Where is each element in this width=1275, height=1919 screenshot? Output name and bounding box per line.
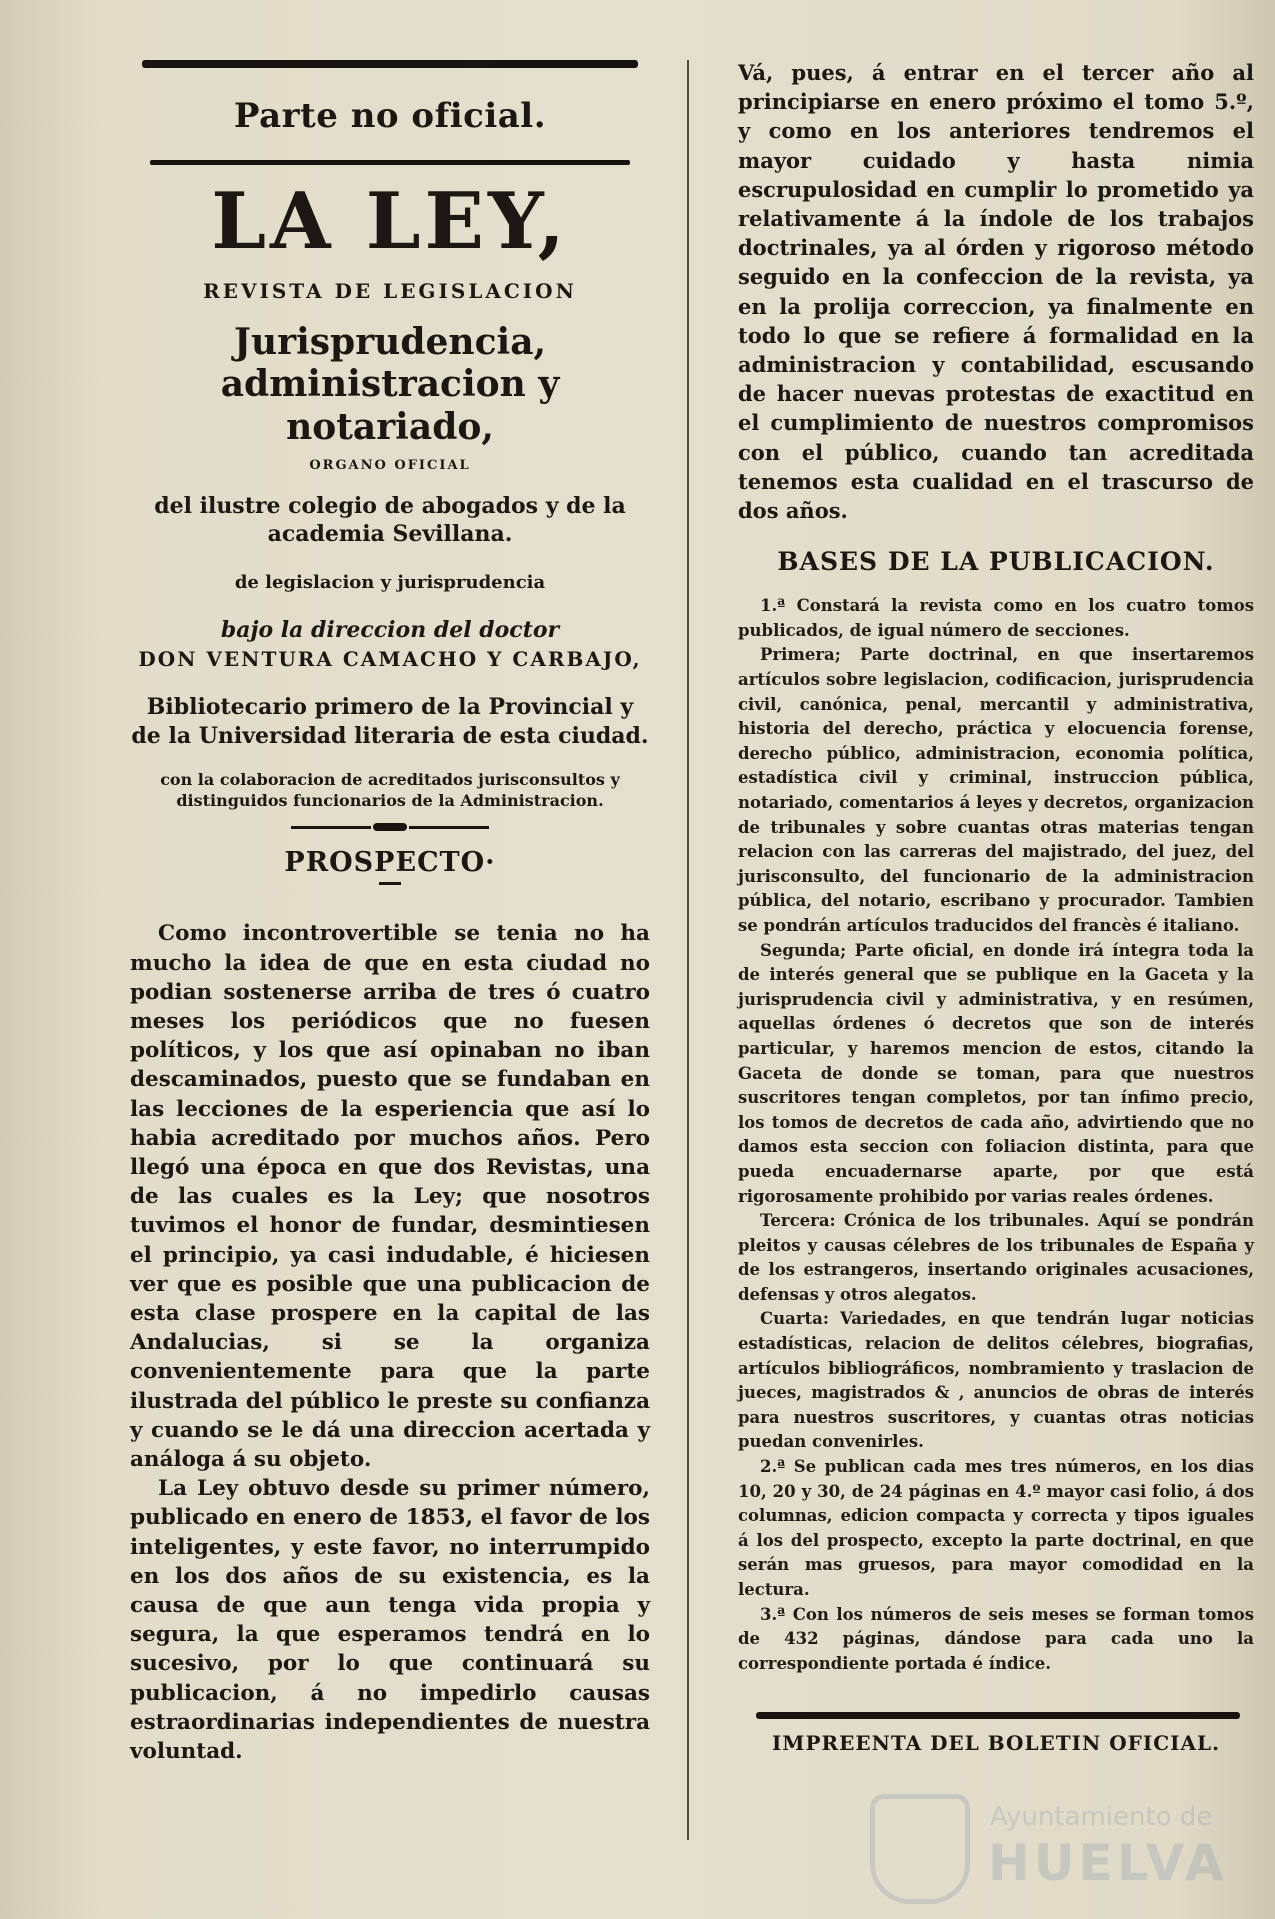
bottom-rule xyxy=(756,1712,1240,1719)
intro-paragraph: Vá, pues, á entrar en el tercer año al principiarse en enero próximo el tomo 5.º, y como en los anteriores tendremos el mayor cuidado y hasta nimia escrupulosidad en cumplir lo prometido ya relativamente á la índole de los trabajos doctrinales, ya al órden y rigoroso método seguido en la confeccion de la revista, ya en la prolija correccion, ya finalmente en todo lo que se refiere á formalidad en la administracion y contabilidad, escusando de hacer nuevas protestas de exactitud en el cumplimiento de nuestros compromisos con el público, cuando tan acreditada tenemos esta cualidad en el trascurso de dos años. xyxy=(738,60,1254,524)
prospecto-heading: PROSPECTO· xyxy=(284,847,496,879)
left-column xyxy=(130,60,650,1766)
organo-oficial: ORGANO OFICIAL xyxy=(309,458,471,474)
bibliotecario-line: Bibliotecario primero de la Provincial y de la Universidad literaria de esta ciudad. xyxy=(131,694,649,749)
column-divider xyxy=(687,60,689,1840)
prospecto-paragraph: La Ley obtuvo desde su primer número, publicado en enero de 1853, el favor de los inteligentes, y este favor, no interrumpido en los dos años de su existencia, es la causa de que aun tenga vida propia y segura, la que esperamos tendrá en lo sucesivo, por lo que continuará su publicacion, á no impedirlo causas estraordinarias independientes de nuestra voluntad. xyxy=(130,1476,650,1764)
bases-item: 1.ª Constará la revista como en los cuatro tomos publicados, de igual número de secciones. xyxy=(738,596,1254,640)
top-rule xyxy=(142,60,638,68)
watermark-line1: Ayuntamiento de xyxy=(990,1802,1213,1832)
section-heading: Parte no oficial. xyxy=(233,96,547,136)
director-name: DON VENTURA CAMACHO Y CARBAJO, xyxy=(138,647,642,672)
ornament-divider xyxy=(130,823,650,831)
bases-item: Cuarta: Variedades, en que tendrán lugar noticias estadísticas, relacion de delitos célebres, biografias, artículos bibliográficos, nombramiento y traslacion de jueces, magistrados & , anuncios de obras de interés para nuestros suscritores, y cuantas otras noticias puedan convenirles. xyxy=(738,1309,1254,1452)
masthead-title: LA LEY, xyxy=(211,176,569,267)
watermark xyxy=(870,1790,1250,1900)
bases-item: Primera; Parte doctrinal, en que insertaremos artículos sobre legislacion, codificacion, jurisprudencia civil, canónica, penal, mercantil y administrativa, historia del derecho, práctica y elocuencia forense, derecho público, administracion, economia política, estadística civil y criminal, instruccion pública, notariado, comentarios á leyes y decretos, organizacion de tribunales y sobre cuantas otras materias tengan relacion con las carreras del majistrado, del juez, del jurisconsulto, del funcionario de la administracion pública, del notario, escribano y procurador. Tambien se pondrán artículos traducidos del francès é italiano. xyxy=(738,645,1254,935)
colegio-line: del ilustre colegio de abogados y de la academia Sevillana. xyxy=(154,493,626,547)
imprenta-footer: IMPREENTA DEL BOLETIN OFICIAL. xyxy=(771,1731,1221,1756)
bases-item: 2.ª Se publican cada mes tres números, en los dias 10, 20 y 30, de 24 páginas en 4.º mayor casi folio, á dos columnas, edicion compacta y correcta y tipos iguales á los del prospecto, excepto la parte doctrinal, en que serán mas gruesos, para mayor comodidad en la lectura. xyxy=(738,1457,1254,1599)
short-dash xyxy=(379,882,401,885)
prospecto-paragraph: Como incontrovertible se tenia no ha mucho la idea de que en esta ciudad no podian sostenerse arriba de tres ó cuatro meses los periódicos que no fuesen políticos, y los que así opinaban no iban descaminados, puesto que se fundaban en las lecciones de la esperiencia que así lo habia acreditado por muchos años. Pero llegó una época en que dos Revistas, una de las cuales es la Ley; que nosotros tuvimos el honor de fundar, desmintiesen el principio, ya casi indudable, é hiciesen ver que es posible que una publicacion de esta clase prospere en la capital de las Andalucias, si se la organiza convenientemente para que la parte ilustrada del público le preste su confianza y cuando se le dá una direccion acertada y análoga á su objeto. xyxy=(130,921,650,1472)
separator-rule xyxy=(150,160,630,165)
bases-item: Tercera: Crónica de los tribunales. Aquí se pondrán pleitos y causas célebres de los tribunales de España y de los estrangeros, insertando originales acusaciones, defensas y otros alegatos. xyxy=(738,1211,1254,1304)
coat-of-arms-icon xyxy=(870,1794,970,1904)
bases-heading: BASES DE LA PUBLICACION. xyxy=(777,547,1215,577)
masthead-jurisprudencia: Jurisprudencia, administracion y notariado, xyxy=(220,321,560,448)
bases-item: Segunda; Parte oficial, en donde irá íntegra toda la de interés general que se publique en la Gaceta y la jurisprudencia civil y administrativa, y en resúmen, aquellas órdenes ó decretos que son de interés particular, y haremos mencion de estos, citando la Gaceta de donde se toman, para que nuestros suscritores tengan completos, por tan ínfimo precio, los tomos de decretos de cada año, advirtiendo que no damos esta seccion con foliacion distinta, para que pueda encuadernarse aparte, por que está rigorosamente prohibido por varias reales órdenes. xyxy=(738,940,1254,1206)
prospecto-body xyxy=(130,919,650,1766)
bases-item: 3.ª Con los números de seis meses se forman tomos de 432 páginas, dándose para cada uno la correspondiente portada é índice. xyxy=(738,1604,1254,1673)
academia-line: de legislacion y jurisprudencia xyxy=(234,572,546,594)
colaboracion-line: con la colaboracion de acreditados jurisconsultos y distinguidos funcionarios de la Administracion. xyxy=(160,769,620,810)
direccion-line: bajo la direccion del doctor xyxy=(220,617,560,644)
right-column xyxy=(738,58,1254,1755)
masthead-subtitle: REVISTA DE LEGISLACION xyxy=(203,279,577,303)
watermark-line2: HUELVA xyxy=(988,1834,1228,1892)
bases-list xyxy=(738,594,1254,1676)
